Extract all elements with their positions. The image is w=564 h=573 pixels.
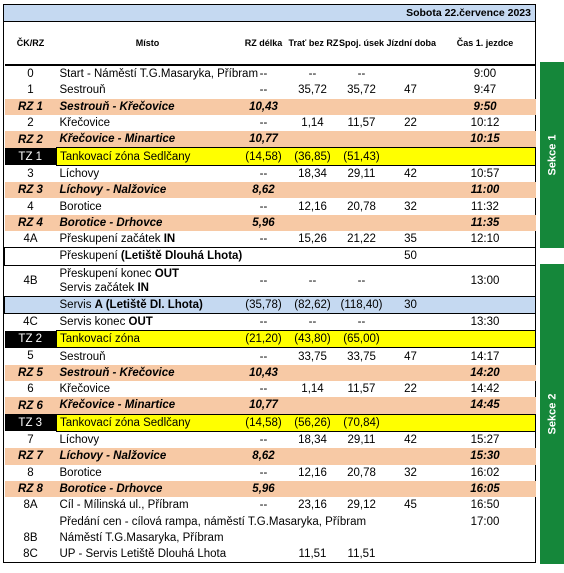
table-row: [5, 530, 536, 546]
row-drive: [387, 365, 435, 381]
row-drive: [387, 65, 435, 82]
row-track: 23,16: [298, 499, 327, 512]
row-ck: 8B: [23, 531, 38, 544]
row-conn: (51,43): [337, 148, 387, 165]
section-1-label: Sekce 1: [540, 62, 564, 248]
row-rz-length: 10,77: [239, 397, 289, 414]
row-time: 14:45: [435, 397, 536, 414]
row-time: 15:27: [470, 434, 500, 447]
row-rz-length: (21,20): [239, 331, 289, 348]
place-text: Přeskupení začátek: [59, 233, 164, 246]
table-row: [5, 248, 536, 265]
row-ck: RZ 8: [5, 481, 57, 497]
row-rz-length: --: [259, 316, 268, 328]
row-place: Borotice: [59, 466, 102, 479]
table-row: [5, 265, 536, 296]
row-track: 18,34: [298, 167, 327, 180]
row-track: [289, 215, 337, 231]
table-row: [5, 331, 536, 348]
row-place: Tankovací zóna: [57, 331, 239, 348]
row-drive: [387, 215, 435, 231]
row-conn: 33,75: [347, 350, 376, 363]
row-time: 9:50: [435, 99, 536, 115]
col-place: Místo: [57, 22, 239, 65]
row-time: 11:00: [435, 182, 536, 198]
row-time: 17:00: [470, 515, 500, 528]
row-track: 1,14: [301, 117, 324, 130]
row-place: Náměstí T.G.Masaryka, Příbram: [59, 531, 224, 544]
row-place: Líchovy: [59, 167, 100, 180]
row-rz-length: --: [259, 117, 268, 130]
row-place: Cíl - Mílinská ul., Příbram: [59, 499, 189, 512]
row-ck: RZ 6: [5, 397, 57, 414]
row-place: Tankovací zóna Sedlčany: [57, 148, 239, 165]
row-ck: 4: [27, 200, 34, 213]
place-tag: A (Letiště Dl. Lhota): [94, 298, 203, 311]
row-track: 15,26: [298, 233, 327, 246]
row-place: Křečovice - Minartice: [57, 131, 239, 148]
row-drive: 30: [387, 296, 435, 313]
row-place: [57, 231, 239, 248]
row-drive: 22: [404, 117, 417, 130]
row-conn: [337, 530, 387, 546]
row-ck: 6: [27, 383, 34, 396]
table-row: [5, 296, 536, 313]
row-track: [289, 481, 337, 497]
row-ck: [5, 513, 57, 529]
row-place: Sestrouň - Křečovice: [57, 365, 239, 381]
row-drive: 42: [404, 167, 417, 180]
row-rz-length: 8,62: [239, 448, 289, 464]
table-row: [5, 182, 536, 198]
row-time: 11:32: [471, 200, 499, 213]
row-track: 12,16: [298, 466, 327, 479]
row-rz-length: 8,62: [239, 182, 289, 198]
row-ck: 8A: [23, 499, 38, 512]
row-place: Sestrouň: [59, 84, 106, 97]
row-rz-length: [239, 530, 289, 546]
row-rz-length: (14,58): [239, 414, 289, 431]
row-rz-length: --: [259, 350, 268, 363]
row-track: 11,51: [298, 548, 327, 561]
row-conn: 11,57: [347, 117, 376, 130]
row-conn: 29,11: [347, 434, 376, 447]
row-rz-length: 10,77: [239, 131, 289, 148]
row-conn: [337, 397, 387, 414]
row-track: [289, 530, 337, 546]
row-drive: [387, 313, 435, 330]
row-time: [435, 148, 536, 165]
table-row: [5, 465, 536, 481]
row-time: 13:00: [470, 274, 500, 287]
place-tag: OUT: [128, 316, 153, 328]
row-drive: 47: [404, 84, 417, 97]
row-drive: 32: [404, 466, 417, 479]
col-rz-length: RZ délka: [239, 22, 289, 65]
row-conn: 11,57: [347, 383, 376, 396]
row-drive: 35: [404, 233, 417, 246]
row-track: 35,72: [298, 84, 327, 97]
row-conn: --: [357, 68, 366, 81]
row-ck: 8: [27, 466, 34, 479]
place-text: Přeskupení konec: [59, 267, 155, 280]
row-track: (82,62): [289, 296, 337, 313]
row-time: [435, 414, 536, 431]
row-drive: 22: [404, 383, 417, 396]
row-ck: RZ 2: [5, 131, 57, 148]
itinerary-sheet: [3, 4, 536, 563]
row-rz-length: [239, 546, 289, 562]
row-time: 16:02: [470, 466, 500, 479]
place-tag: IN: [163, 233, 176, 246]
row-time: 10:12: [470, 117, 500, 130]
row-drive: 32: [404, 200, 417, 213]
row-conn: (70,84): [337, 414, 387, 431]
row-rz-length: 10,43: [239, 365, 289, 381]
table-row: [5, 414, 536, 431]
row-place: Borotice - Drhovce: [57, 481, 239, 497]
row-place: Sestrouň: [59, 350, 106, 363]
row-track: [289, 365, 337, 381]
row-ck: 1: [27, 84, 34, 97]
row-rz-length: 5,96: [239, 481, 289, 497]
row-conn: [337, 182, 387, 198]
place-text: Servis: [59, 298, 95, 311]
row-time: 11:35: [435, 215, 536, 231]
table-row: [5, 481, 536, 497]
row-place: Křečovice: [59, 383, 110, 396]
row-conn: 20,78: [347, 466, 376, 479]
row-place: [57, 265, 239, 296]
table-row: [5, 115, 536, 131]
row-ck: RZ 4: [5, 215, 57, 231]
row-conn: [337, 99, 387, 115]
row-ck: TZ 3: [5, 414, 57, 431]
col-conn: Spoj. úsek: [337, 22, 387, 65]
row-drive: [387, 530, 435, 546]
table-row: [5, 397, 536, 414]
row-conn: [337, 481, 387, 497]
row-drive: [387, 397, 435, 414]
row-rz-length: (35,78): [239, 296, 289, 313]
section-2-label: Sekce 2: [540, 264, 564, 564]
row-drive: 50: [387, 248, 435, 265]
table-row: [5, 215, 536, 231]
row-rz-length: 10,43: [239, 99, 289, 115]
row-track: --: [308, 274, 317, 287]
row-track: [289, 99, 337, 115]
row-drive: [387, 546, 435, 562]
row-ck: 4B: [23, 274, 38, 287]
place-text: Přeskupení: [59, 250, 121, 263]
row-place: Líchovy - Nalžovice: [57, 182, 239, 198]
itinerary-table: [4, 22, 536, 562]
row-track: --: [308, 68, 317, 81]
table-row: [5, 513, 536, 529]
row-drive: [387, 513, 435, 529]
row-ck: TZ 2: [5, 331, 57, 348]
row-time: [435, 296, 536, 313]
column-header-row: [5, 22, 536, 65]
table-row: [5, 546, 536, 562]
row-ck: [5, 248, 57, 265]
row-conn: [337, 215, 387, 231]
row-rz-length: --: [259, 274, 268, 287]
row-time: 14:20: [435, 365, 536, 381]
table-row: [5, 231, 536, 248]
row-conn: 20,78: [347, 200, 376, 213]
row-ck: [5, 296, 57, 313]
row-conn: 11,51: [347, 548, 376, 561]
table-row: [5, 165, 536, 182]
row-ck: 4A: [23, 233, 38, 246]
row-rz-length: --: [259, 434, 268, 447]
table-row: [5, 65, 536, 82]
table-row: [5, 431, 536, 448]
place-tag: OUT: [154, 267, 180, 280]
table-row: [5, 497, 536, 513]
row-time: 16:50: [470, 499, 500, 512]
row-drive: [387, 414, 435, 431]
row-track: [289, 397, 337, 414]
row-ck: RZ 3: [5, 182, 57, 198]
row-conn: --: [357, 274, 366, 287]
row-place: Borotice: [59, 200, 102, 213]
row-place: Borotice - Drhovce: [57, 215, 239, 231]
row-ck: RZ 5: [5, 365, 57, 381]
place-tag: (Letiště Dlouhá Lhota): [120, 250, 243, 263]
col-ck: ČK/RZ: [5, 22, 57, 65]
row-place: Líchovy - Nalžovice: [57, 448, 239, 464]
row-ck: 4C: [23, 316, 38, 329]
row-conn: 35,72: [347, 84, 376, 97]
col-time: Čas 1. jezdce: [435, 22, 536, 65]
row-rz-length: --: [259, 383, 268, 396]
row-conn: --: [357, 316, 366, 328]
table-row: [5, 82, 536, 98]
table-row: [5, 131, 536, 148]
row-rz-length: (14,58): [239, 148, 289, 165]
row-track: (36,85): [289, 148, 337, 165]
row-place: Start - Náměstí T.G.Masaryka, Příbram: [59, 68, 259, 81]
row-rz-length: [239, 248, 289, 265]
row-track: [289, 131, 337, 148]
row-ck: RZ 7: [5, 448, 57, 464]
row-rz-length: --: [259, 200, 268, 213]
row-conn: [337, 131, 387, 148]
place-line: [60, 267, 239, 281]
row-time: 9:00: [473, 68, 497, 81]
row-conn: 21,22: [347, 233, 376, 246]
row-track: [289, 182, 337, 198]
place-tag: IN: [137, 281, 149, 294]
row-drive: [387, 481, 435, 497]
table-row: [5, 365, 536, 381]
row-rz-length: --: [259, 84, 268, 97]
table-row: [5, 313, 536, 330]
row-place: Sestrouň - Křečovice: [57, 99, 239, 115]
row-time: 10:15: [435, 131, 536, 148]
row-track: [289, 248, 337, 265]
row-track: 12,16: [298, 200, 327, 213]
place-text: Servis konec: [59, 316, 129, 328]
row-place: Tankovací zóna Sedlčany: [57, 414, 239, 431]
row-rz-length: --: [259, 167, 268, 180]
row-place: Křečovice: [59, 117, 110, 130]
table-row: [5, 448, 536, 464]
row-ck: 0: [27, 68, 34, 81]
row-rz-length: --: [259, 68, 268, 81]
row-place: Předání cen - cílová rampa, náměstí T.G.Masaryka, Příbram: [59, 515, 367, 528]
table-row: [5, 198, 536, 214]
row-place: UP - Servis Letiště Dlouhá Lhota: [59, 548, 227, 561]
row-rz-length: --: [259, 499, 268, 512]
row-time: 13:30: [470, 316, 500, 328]
row-place: [57, 248, 243, 265]
place-text: Servis začátek: [59, 281, 138, 294]
row-place: [57, 313, 239, 330]
row-drive: [387, 331, 435, 348]
row-time: [435, 331, 536, 348]
row-conn: [337, 248, 387, 265]
date-header: Sobota 22.července 2023: [4, 5, 535, 22]
row-ck: 5: [27, 350, 34, 363]
row-drive: 47: [404, 350, 417, 363]
row-conn: [337, 365, 387, 381]
row-conn: 29,11: [347, 167, 376, 180]
row-track: 18,34: [298, 434, 327, 447]
row-drive: [387, 182, 435, 198]
row-conn: 29,12: [347, 499, 376, 512]
place-line: [60, 281, 239, 295]
row-rz-length: --: [259, 466, 268, 479]
row-track: (43,80): [289, 331, 337, 348]
row-track: (56,26): [289, 414, 337, 431]
col-drive: Jízdní doba: [387, 22, 435, 65]
row-ck: RZ 1: [5, 99, 57, 115]
row-track: --: [308, 316, 317, 328]
row-conn: (65,00): [337, 331, 387, 348]
row-conn: [337, 448, 387, 464]
row-drive: 45: [404, 499, 417, 512]
row-time: 10:57: [470, 167, 500, 180]
row-time: [435, 530, 536, 546]
table-row: [5, 99, 536, 115]
table-row: [5, 381, 536, 397]
row-ck: TZ 1: [5, 148, 57, 165]
row-time: 9:47: [473, 84, 497, 97]
row-track: [289, 448, 337, 464]
row-ck: 3: [27, 167, 34, 180]
row-track: 33,75: [298, 350, 327, 363]
row-time: 16:05: [435, 481, 536, 497]
row-track: 1,14: [301, 383, 324, 396]
table-row: [5, 148, 536, 165]
col-track: Trať bez RZ: [289, 22, 337, 65]
row-time: [435, 248, 536, 265]
row-time: [435, 546, 536, 562]
row-time: 14:17: [470, 350, 500, 363]
table-row: [5, 348, 536, 365]
row-place: [57, 296, 239, 313]
row-place: Líchovy: [59, 434, 100, 447]
row-ck: 8C: [23, 548, 38, 561]
row-ck: 7: [27, 433, 34, 446]
row-drive: [387, 148, 435, 165]
row-place: Křečovice - Minartice: [57, 397, 239, 414]
row-rz-length: --: [259, 233, 268, 246]
row-drive: [387, 448, 435, 464]
row-time: 15:30: [435, 448, 536, 464]
row-drive: [387, 265, 435, 296]
row-ck: 2: [27, 117, 34, 130]
row-drive: [387, 131, 435, 148]
row-drive: [387, 99, 435, 115]
row-conn: (118,40): [337, 296, 387, 313]
row-time: 12:10: [470, 233, 500, 246]
row-drive: 42: [404, 434, 417, 447]
row-time: 14:42: [470, 383, 500, 396]
row-rz-length: 5,96: [239, 215, 289, 231]
